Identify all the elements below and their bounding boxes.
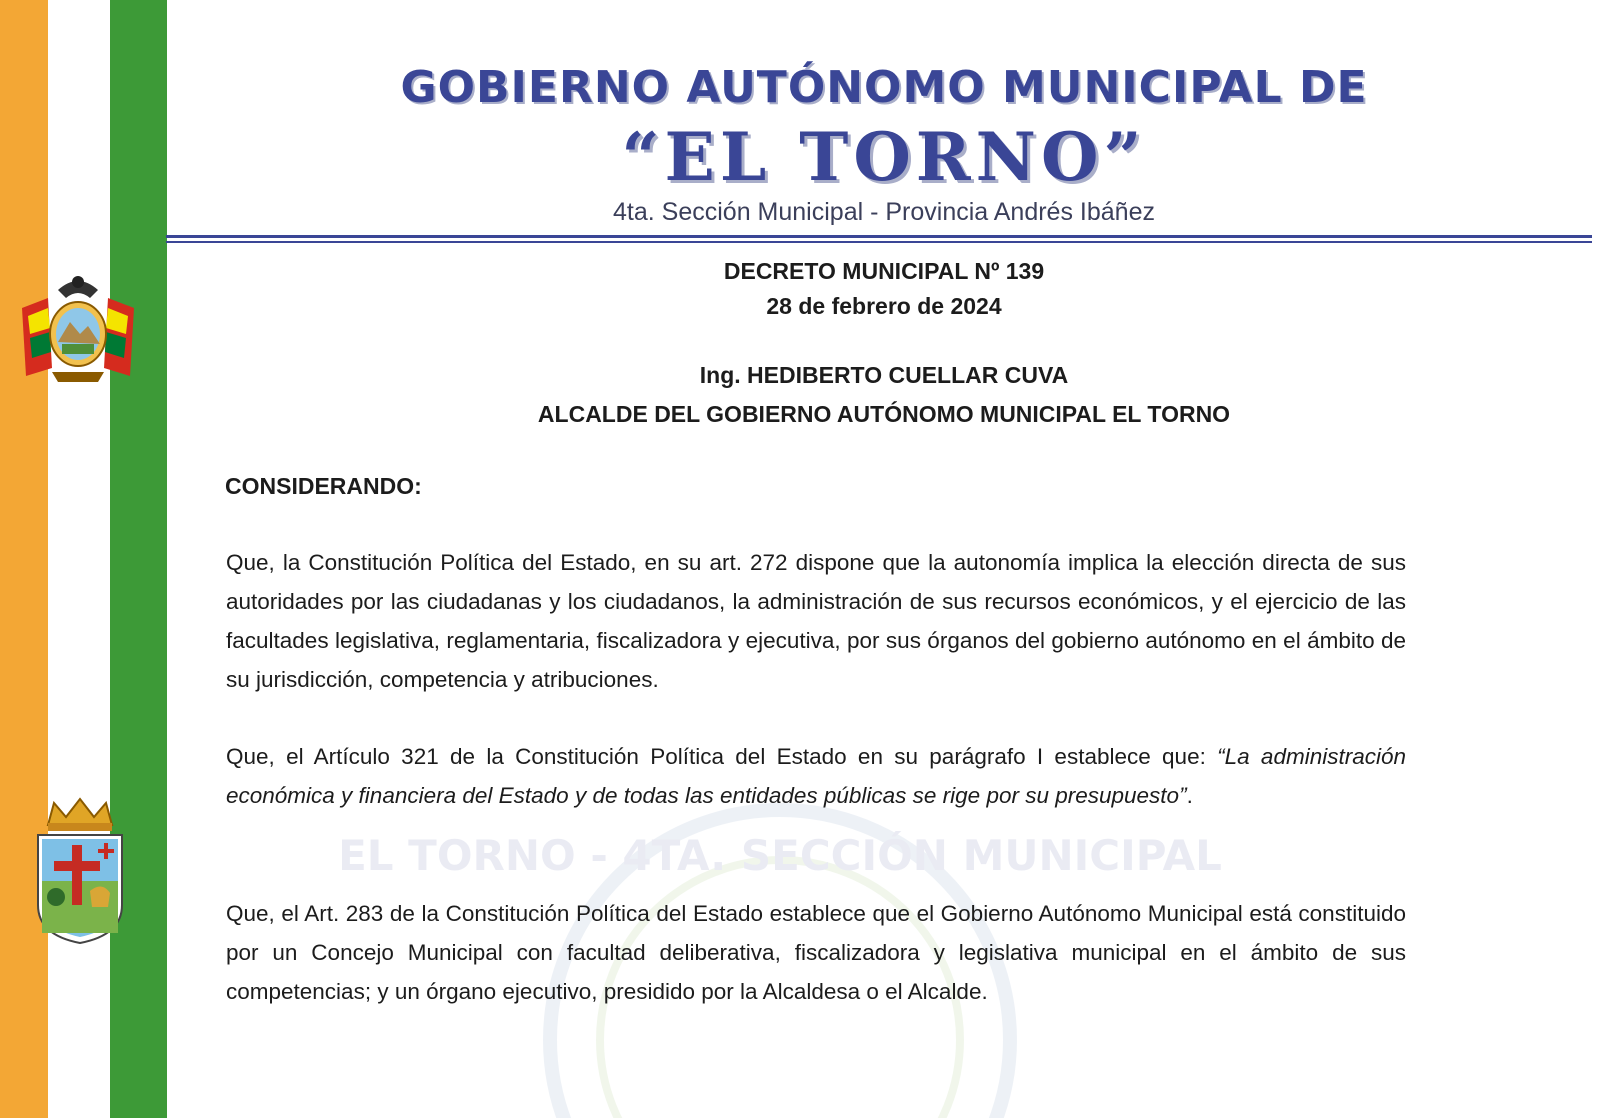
paragraph-2: [226, 737, 1406, 815]
considerando-heading: CONSIDERANDO:: [225, 473, 422, 499]
flag-stripe-green: [110, 0, 167, 1118]
decree-title: DECRETO MUNICIPAL Nº 139: [723, 258, 1045, 284]
flag-stripe-orange: [0, 0, 48, 1118]
paragraph-1: Que, la Constitución Política del Estado, en su art. 272 dispone que la autonomía implica la elección directa de sus autoridades por las ciudadanas y los ciudadanos, la administración de sus recursos económicos, y el ejercicio de las facultades legislativa, reglamentaria, fiscalizadora y ejecutiva, por sus órganos del gobierno autónomo en el ámbito de su jurisdicción, competencia y atribuciones.: [226, 550, 1406, 692]
watermark-text: EL TORNO - 4TA. SECCIÓN MUNICIPAL: [338, 831, 1222, 880]
bolivia-coat-of-arms-icon: [8, 268, 148, 390]
header-title-line2: “EL TORNO”: [621, 118, 1147, 196]
flag-stripe-white: [48, 0, 110, 1118]
paragraph-3: Que, el Art. 283 de la Constitución Política del Estado establece que el Gobierno Autónomo Municipal está constituido por un Concejo Municipal con facultad deliberativa, fiscalizadora y legislativa municipal en el ámbito de sus competencias; y un órgano ejecutivo, presidido por la Alcaldesa o el Alcalde.: [226, 901, 1406, 1004]
header-title-line1: GOBIERNO AUTÓNOMO MUNICIPAL DE: [400, 62, 1368, 113]
el-torno-coat-of-arms-icon: [30, 795, 130, 945]
header-subtitle: 4ta. Sección Municipal - Provincia Andrés Ibáñez: [613, 198, 1155, 226]
signer-name: Ing. HEDIBERTO CUELLAR CUVA: [699, 362, 1069, 388]
paragraph-2-end: .: [1186, 783, 1193, 808]
paragraph-2-quote: “La administración económica y financiera del Estado y de todas las entidades públicas se rige por su presupuesto”: [226, 744, 1406, 808]
header-divider-bottom: [166, 241, 1592, 243]
signer-title: ALCALDE DEL GOBIERNO AUTÓNOMO MUNICIPAL EL TORNO: [537, 401, 1231, 427]
paragraph-2-lead: Que, el Artículo 321 de la Constitución Política del Estado en su parágrafo I establece que:: [226, 744, 1218, 769]
decree-date: 28 de febrero de 2024: [766, 293, 1002, 319]
header-divider-top: [166, 235, 1592, 238]
